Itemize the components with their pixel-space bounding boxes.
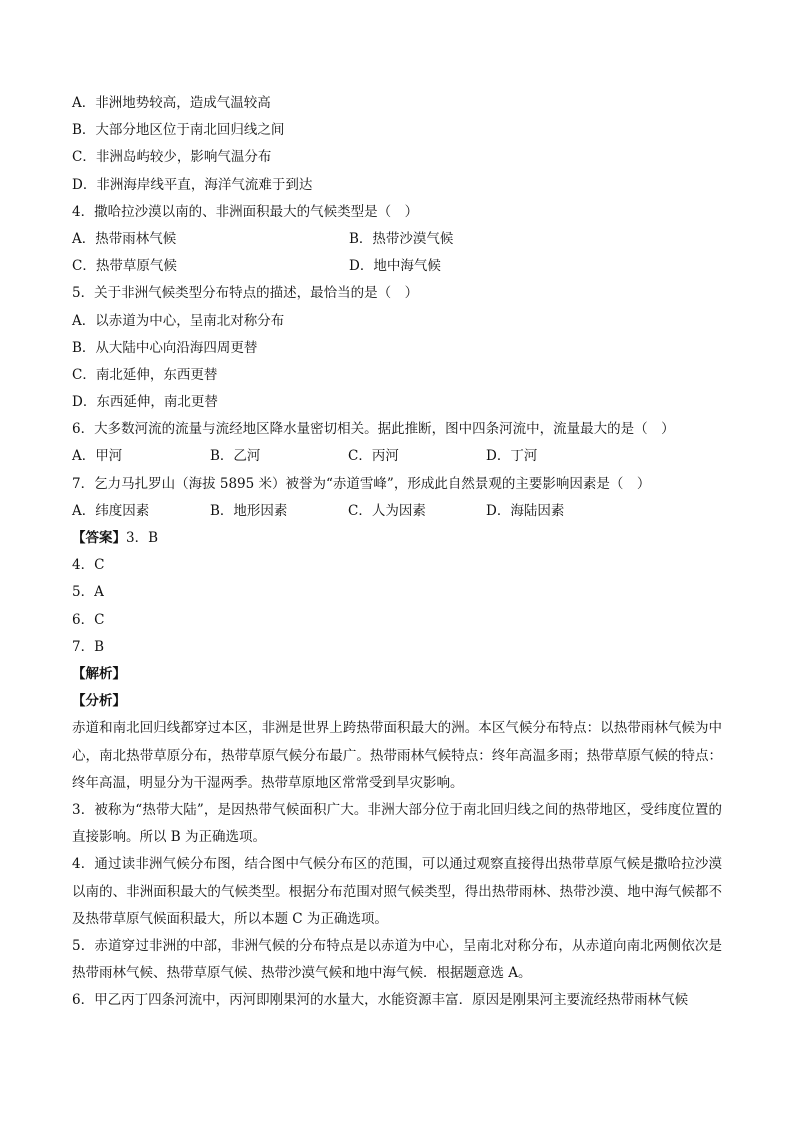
answer-line (72, 525, 722, 552)
analysis-q5: 5．赤道穿过非洲的中部，非洲气候的分布特点是以赤道为中心，呈南北对称分布，从赤道向南北两侧依次是热带雨林气候、热带草原气候、热带沙漠气候和地中海气候．根据题意选 A。 (72, 937, 722, 982)
answer-item: 6．C (72, 611, 105, 628)
q6-option-d: D．丁河 (486, 448, 538, 465)
q4-option-d: D．地中海气候 (349, 258, 441, 275)
q7-option-a: A．纬度因素 (72, 502, 150, 519)
q3-option-d: D．非洲海岸线平直，海洋气流难于到达 (72, 176, 313, 193)
q4-option-c: C．热带草原气候 (72, 258, 177, 275)
analysis-intro: 赤道和南北回归线都穿过本区，非洲是世界上跨热带面积最大的洲。本区气候分布特点：以热带雨林气候为中心，南北热带草原分布，热带草原气候分布最广。热带雨林气候特点：终年高温多雨；热带草原气候的特点：终年高温，明显分为干湿两季。热带草原地区常常受到旱灾影响。 (72, 720, 722, 791)
q5-option-d: D．东西延伸，南北更替 (72, 394, 218, 411)
q6-option-b: B．乙河 (210, 448, 261, 465)
q5-option-a: A．以赤道为中心，呈南北对称分布 (72, 312, 285, 329)
answer-item: 4．C (72, 557, 105, 574)
q6-stem: 6．大多数河流的流量与流经地区降水量密切相关。据此推断，图中四条河流中，流量最大的是（ ） (72, 421, 675, 438)
q3-option-c: C．非洲岛屿较少，影响气温分布 (72, 149, 272, 166)
q6-options-row (72, 443, 722, 470)
analysis-q4: 4．通过读非洲气候分布图，结合图中气候分布区的范围，可以通过观察直接得出热带草原气候是撒哈拉沙漠以南的、非洲面积最大的气候类型。根据分布范围对照气候类型，得出热带雨林、热带沙漠、地中海气候都不及热带草原气候面积最大，所以本题 C 为正确选项。 (72, 856, 722, 927)
document-page (72, 90, 722, 1015)
answer-first: 3．B (126, 530, 159, 546)
answer-label: 【答案】 (72, 530, 126, 546)
fenxi-heading: 【分析】 (72, 693, 126, 710)
q4-option-b: B．热带沙漠气候 (349, 230, 454, 247)
q4-options-row-1 (72, 226, 722, 253)
q4-options-row-2 (72, 253, 722, 280)
answer-item: 7．B (72, 638, 105, 655)
q7-option-b: B．地形因素 (210, 502, 288, 519)
q7-options-row (72, 498, 722, 525)
q4-option-a: A．热带雨林气候 (72, 230, 177, 247)
analysis-q3: 3．被称为“热带大陆”，是因热带气候面积广大。非洲大部分位于南北回归线之间的热带地区，受纬度位置的直接影响。所以 B 为正确选项。 (72, 801, 722, 846)
q3-option-a: A．非洲地势较高，造成气温较高 (72, 95, 271, 111)
q3-option-b: B．大部分地区位于南北回归线之间 (72, 122, 285, 139)
q7-stem: 7．乞力马扎罗山（海拔 5895 米）被誉为“赤道雪峰”，形成此自然景观的主要影响因素是（ ） (72, 475, 651, 492)
q4-stem: 4．撒哈拉沙漠以南的、非洲面积最大的气候类型是（ ） (72, 203, 419, 220)
q6-option-c: C．丙河 (348, 448, 399, 465)
q7-option-d: D．海陆因素 (486, 502, 565, 519)
analysis-heading: 【解析】 (72, 665, 126, 682)
analysis-q6: 6．甲乙丙丁四条河流中，丙河即刚果河的水量大，水能资源丰富．原因是刚果河主要流经热带雨林气候 (72, 992, 689, 1009)
q6-option-a: A．甲河 (72, 448, 123, 465)
q5-option-c: C．南北延伸，东西更替 (72, 366, 218, 383)
q5-option-b: B．从大陆中心向沿海四周更替 (72, 339, 258, 356)
answer-item: 5．A (72, 584, 104, 601)
q5-stem: 5．关于非洲气候类型分布特点的描述，最恰当的是（ ） (72, 285, 419, 302)
q7-option-c: C．人为因素 (348, 502, 426, 519)
